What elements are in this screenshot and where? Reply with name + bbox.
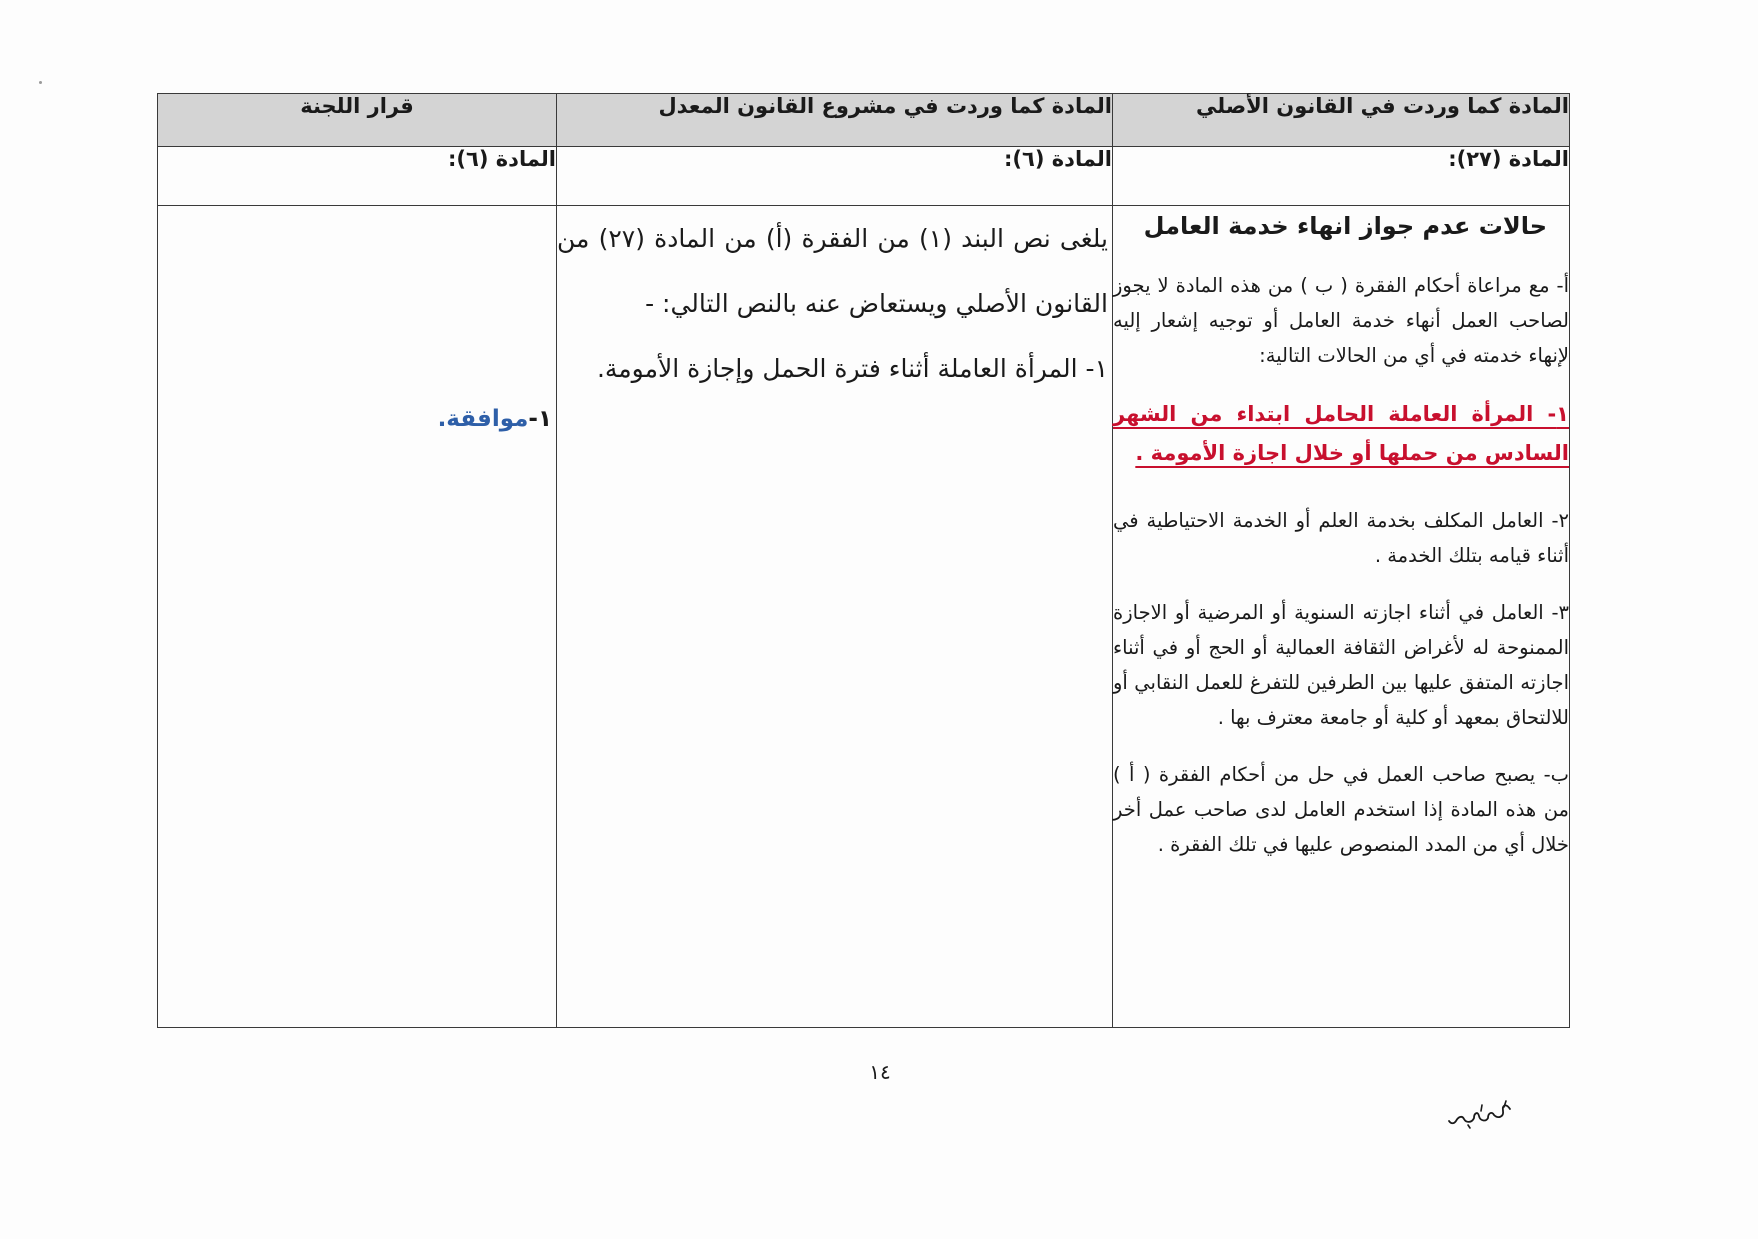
article-label-amended: المادة (٦): (557, 147, 1113, 206)
original-item-1-highlighted: ١- المرأة العاملة الحامل ابتداء من الشهر السادس من حملها أو خلال اجازة الأمومة . (1113, 402, 1569, 465)
article-label-row (158, 147, 1570, 206)
committee-decision-cell (158, 206, 557, 1028)
scan-speck (39, 81, 42, 84)
original-item-2: ٢- العامل المكلف بخدمة العلم أو الخدمة الاحتياطية في أثناء قيامه بتلك الخدمة . (1113, 509, 1569, 567)
article-body-row (158, 206, 1570, 1028)
table-header-row (158, 94, 1570, 147)
original-item-3: ٣- العامل في أثناء اجازته السنوية أو المرضية أو الاجازة الممنوحة له لأغراض الثقافة العمالية أو الحج أو في أثناء اجازته المتفق عليها بين الطرفين للتفرغ للعمل النقابي أو للالتحاق بمعهد أو كلية أو جامعة معترف بها . (1113, 601, 1569, 729)
comparison-table (157, 93, 1570, 1028)
handwritten-signature (1446, 1097, 1516, 1131)
decision-word: موافقة. (437, 406, 529, 432)
article-label-committee: المادة (٦): (158, 147, 557, 206)
committee-decision (158, 406, 552, 432)
original-paragraph-a: أ- مع مراعاة أحكام الفقرة ( ب ) من هذه المادة لا يجوز لصاحب العمل أنهاء خدمة العامل أو توجيه إشعار إليه لإنهاء خدمته في أي من الحالات التالية: (1113, 274, 1569, 367)
amended-intro: يلغى نص البند (١) من الفقرة (أ) من المادة (٢٧) من القانون الأصلي ويستعاض عنه بالنص التالي: - (557, 224, 1109, 318)
amended-draft-cell (557, 206, 1113, 1028)
header-original-law: المادة كما وردت في القانون الأصلي (1113, 94, 1570, 147)
amended-item-1: ١- المرأة العاملة أثناء فترة الحمل وإجازة الأمومة. (596, 354, 1108, 383)
decision-number: ١- (528, 406, 552, 432)
article-label-original: المادة (٢٧): (1113, 147, 1570, 206)
original-paragraph-b: ب- يصبح صاحب العمل في حل من أحكام الفقرة ( أ ) من هذه المادة إذا استخدم العامل لدى صاحب عمل أخر خلال أي من المدد المنصوص عليها في تلك الفقرة . (1113, 763, 1569, 856)
header-amended-draft: المادة كما وردت في مشروع القانون المعدل (557, 94, 1113, 147)
page-number: ١٤ (869, 1060, 891, 1084)
original-law-cell (1113, 206, 1570, 1028)
original-title: حالات عدم جواز انهاء خدمة العامل (1143, 212, 1547, 240)
header-committee-decision: قرار اللجنة (158, 94, 557, 147)
